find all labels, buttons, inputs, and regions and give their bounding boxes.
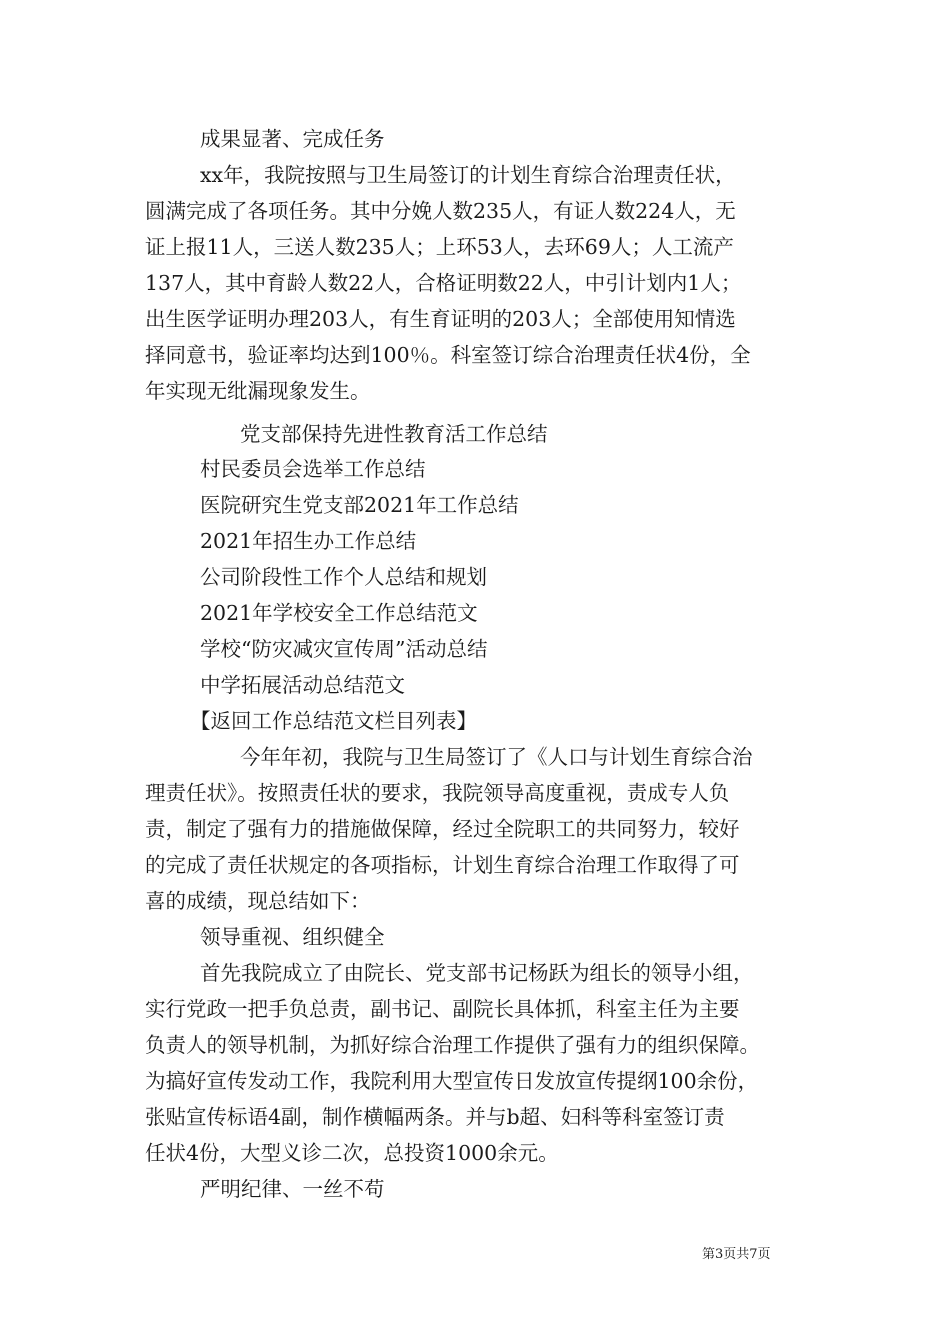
paragraph-line: 责，制定了强有力的措施做保障，经过全院职工的共同努力，较好 (145, 817, 740, 841)
paragraph-line: 137人，其中育龄人数22人，合格证明数22人，中引计划内1人； (145, 271, 742, 295)
paragraph-line: 出生医学证明办理203人，有生育证明的203人；全部使用知情选 (145, 307, 736, 331)
paragraph-line: 年实现无纰漏现象发生。 (145, 379, 371, 403)
paragraph-line: 为搞好宣传发动工作，我院利用大型宣传日发放宣传提纲100余份， (145, 1069, 759, 1093)
heading-discipline: 严明纪律、一丝不苟 (200, 1177, 385, 1201)
heading-achievements: 成果显著、完成任务 (200, 127, 385, 151)
paragraph-line: 证上报11人，三送人数235人；上环53人，去环69人；人工流产 (145, 235, 734, 259)
related-link[interactable]: 2021年招生办工作总结 (200, 529, 417, 553)
related-link[interactable]: 中学拓展活动总结范文 (200, 673, 405, 697)
paragraph-line: 负责人的领导机制，为抓好综合治理工作提供了强有力的组织保障。 (145, 1033, 760, 1057)
related-link[interactable]: 医院研究生党支部2021年工作总结 (200, 493, 519, 517)
related-link[interactable]: 公司阶段性工作个人总结和规划 (200, 565, 487, 589)
heading-leadership: 领导重视、组织健全 (200, 925, 385, 949)
back-to-list-link[interactable]: 【返回工作总结范文栏目列表】 (190, 709, 477, 733)
paragraph-line: 喜的成绩，现总结如下： (145, 889, 371, 913)
paragraph-line: 首先我院成立了由院长、党支部书记杨跃为组长的领导小组， (200, 961, 754, 985)
paragraph-line: 今年年初，我院与卫生局签订了《人口与计划生育综合治 (240, 745, 753, 769)
paragraph-line: 理责任状》。按照责任状的要求，我院领导高度重视，责成专人负 (145, 781, 730, 805)
paragraph-line: 实行党政一把手负总责，副书记、副院长具体抓，科室主任为主要 (145, 997, 740, 1021)
paragraph-line: 任状4份，大型义诊二次，总投资1000余元。 (145, 1141, 559, 1165)
related-link[interactable]: 党支部保持先进性教育活工作总结 (240, 422, 548, 446)
paragraph-line: xx年，我院按照与卫生局签订的计划生育综合治理责任状， (200, 163, 736, 187)
related-link[interactable]: 2021年学校安全工作总结范文 (200, 601, 478, 625)
paragraph-line: 圆满完成了各项任务。其中分娩人数235人，有证人数224人，无 (145, 199, 736, 223)
page-number: 第3页共7页 (702, 1247, 771, 1262)
paragraph-line: 张贴宣传标语4副，制作横幅两条。并与b超、妇科等科室签订责 (145, 1105, 725, 1129)
related-link[interactable]: 学校“防灾减灾宣传周”活动总结 (200, 637, 488, 661)
paragraph-line: 择同意书，验证率均达到100％。科室签订综合治理责任状4份，全 (145, 343, 751, 367)
related-link[interactable]: 村民委员会选举工作总结 (200, 457, 426, 481)
paragraph-line: 的完成了责任状规定的各项指标，计划生育综合治理工作取得了可 (145, 853, 740, 877)
